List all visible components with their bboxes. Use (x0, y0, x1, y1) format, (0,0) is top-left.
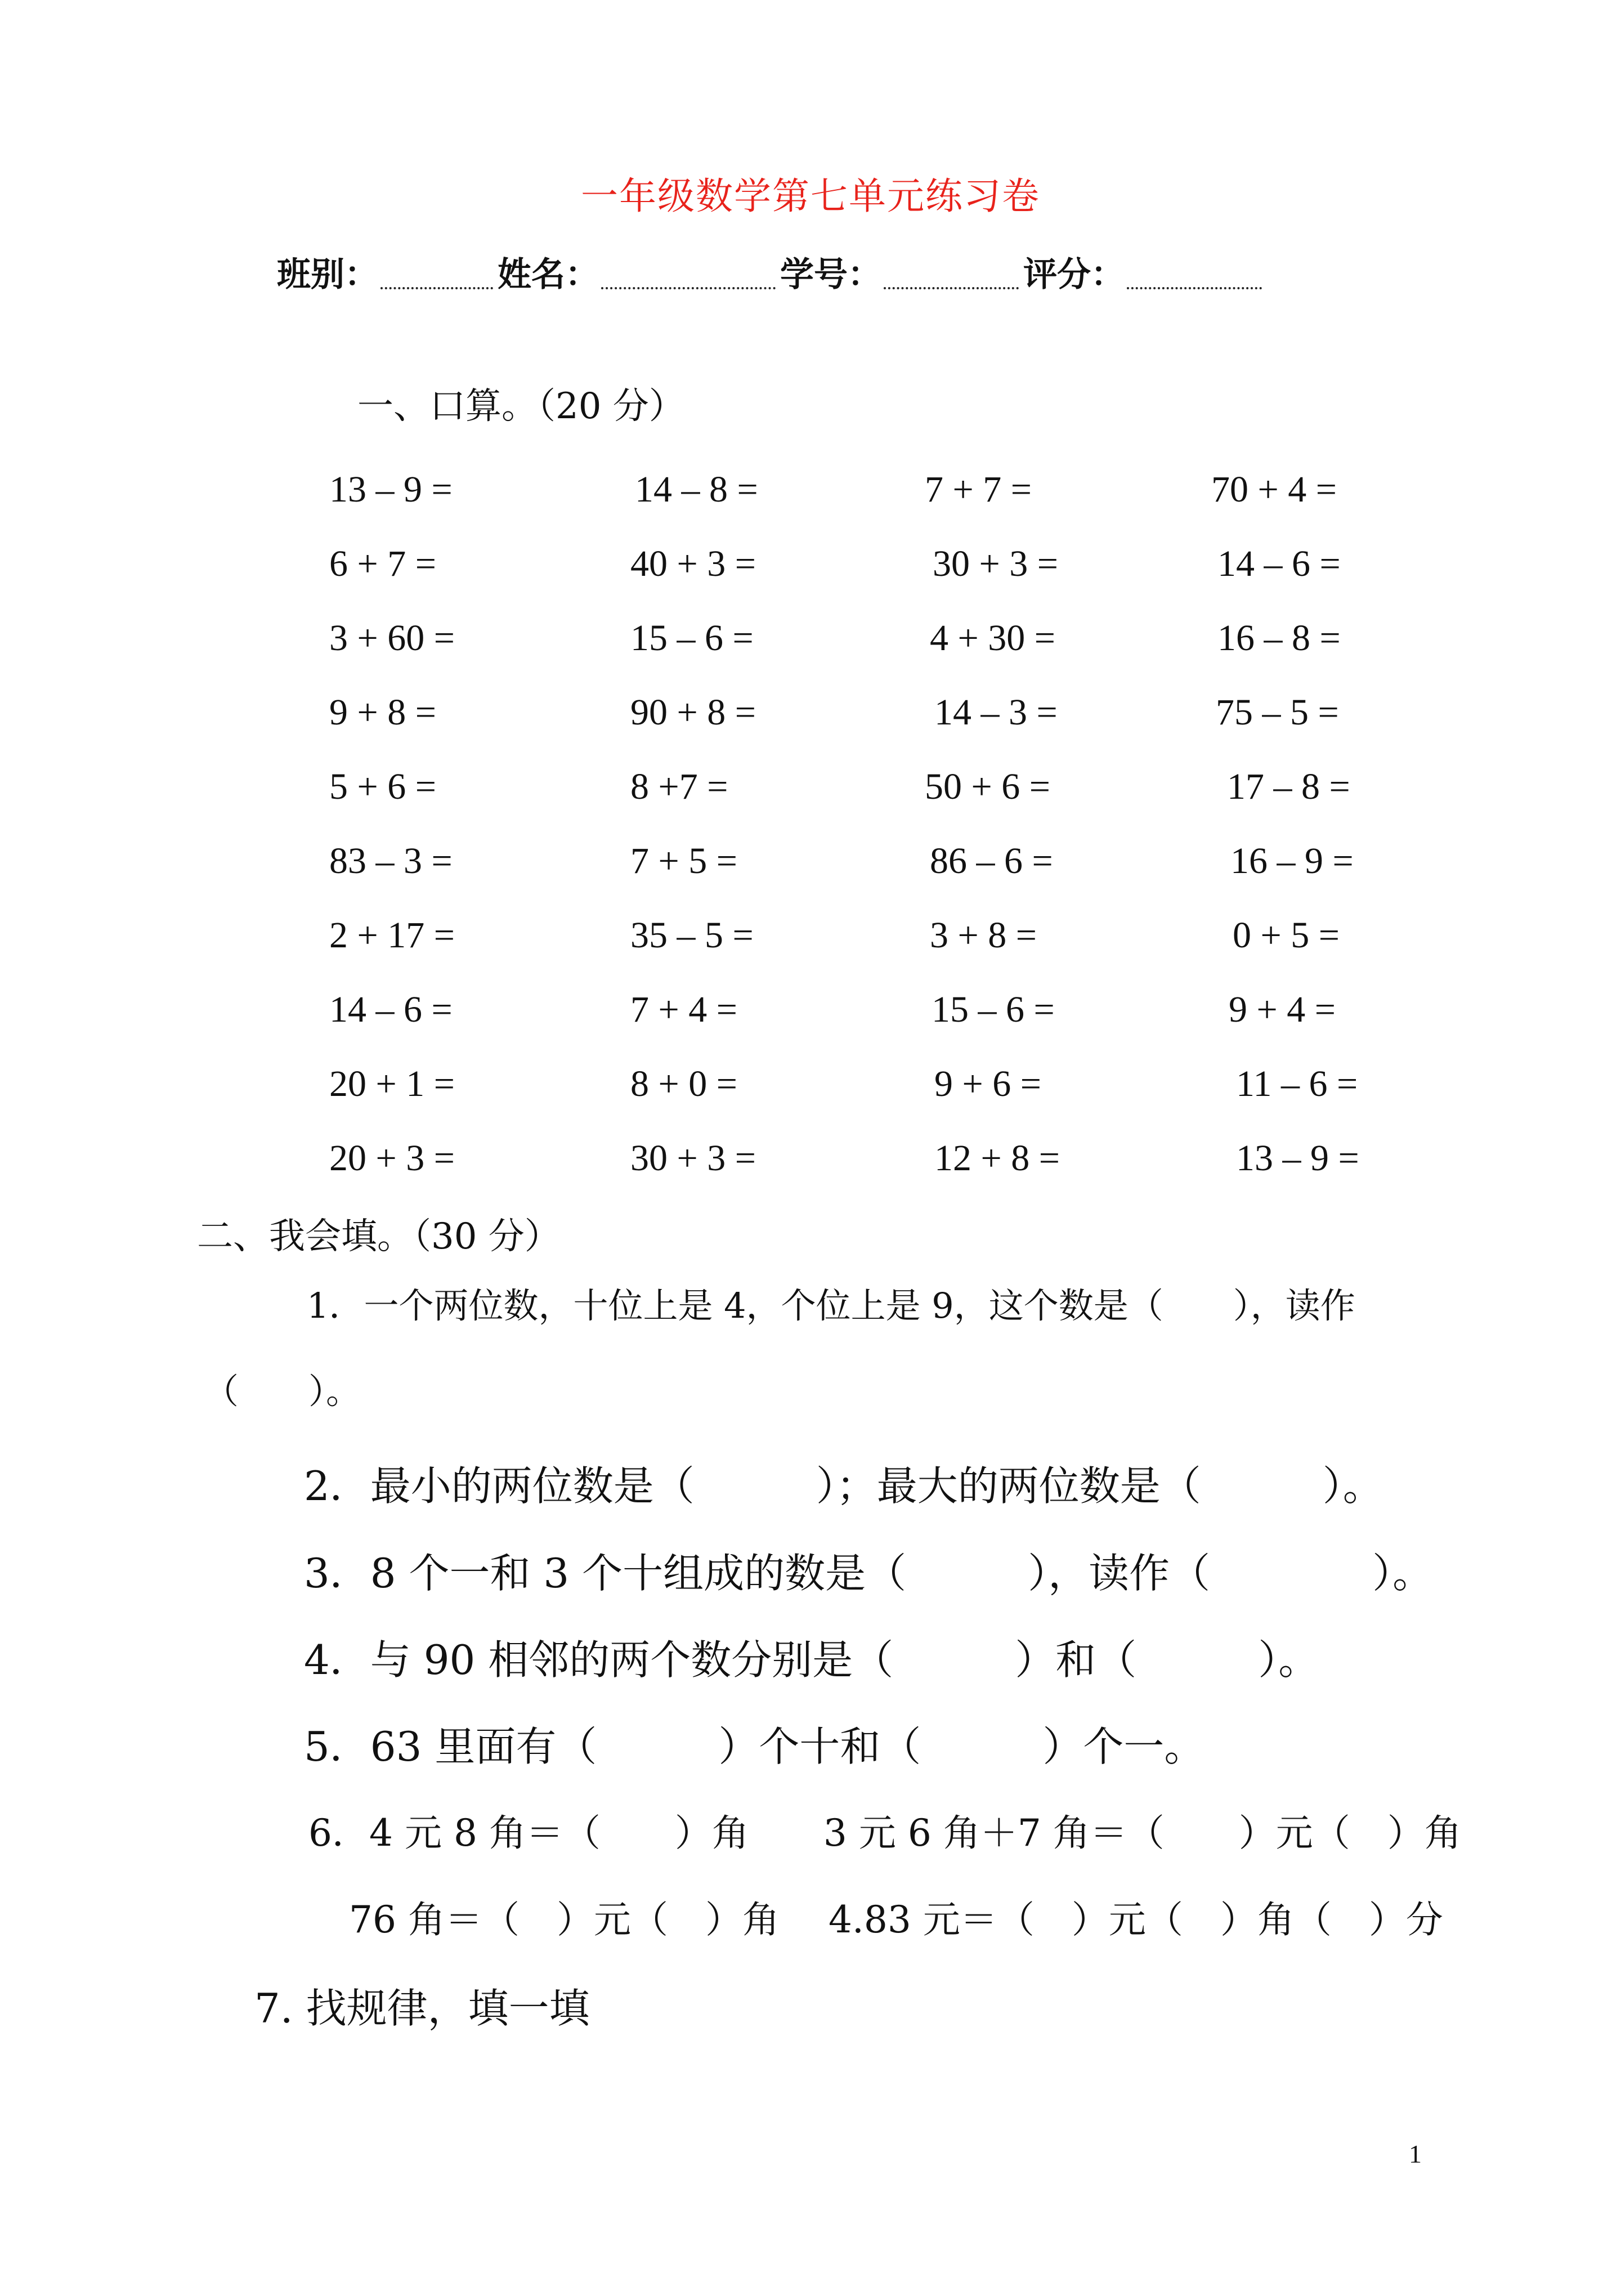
score-label: 评分： (1023, 255, 1125, 294)
calc-item: 14 – 8 = (635, 469, 758, 510)
calc-item: 30 + 3 = (933, 543, 1058, 584)
calc-item: 75 – 5 = (1216, 692, 1339, 733)
calc-item: 9 + 4 = (1229, 989, 1336, 1030)
calc-item: 4 + 30 = (930, 617, 1055, 659)
calc-item: 7 + 5 = (630, 840, 737, 881)
calc-item: 12 + 8 = (934, 1138, 1060, 1179)
calc-item: 7 + 7 = (925, 469, 1032, 510)
calc-item: 14 – 6 = (1217, 543, 1341, 584)
student-number-label: 学号： (780, 255, 881, 294)
calc-item: 7 + 4 = (630, 989, 737, 1030)
question-1-line-1: 1．一个两位数，十位上是 4，个位上是 9，这个数是（ ），读作 (307, 1285, 1355, 1326)
score-blank[interactable] (1127, 287, 1262, 289)
calc-item: 40 + 3 = (630, 543, 756, 584)
calc-item: 9 + 8 = (329, 692, 436, 733)
calc-item: 35 – 5 = (630, 915, 754, 956)
calc-item: 83 – 3 = (329, 840, 453, 881)
class-blank[interactable] (380, 287, 493, 289)
name-blank[interactable] (601, 287, 776, 289)
calc-item: 3 + 8 = (930, 915, 1037, 956)
calc-item: 11 – 6 = (1236, 1063, 1358, 1104)
calc-item: 20 + 1 = (329, 1063, 455, 1104)
page-number: 1 (1409, 2140, 1422, 2168)
calc-item: 2 + 17 = (329, 915, 455, 956)
question-3: 3．8 个一和 3 个十组成的数是（ ），读作（ ）。 (304, 1550, 1434, 1597)
calc-item: 8 +7 = (630, 766, 728, 807)
student-number-blank[interactable] (884, 287, 1019, 289)
calc-item: 86 – 6 = (930, 840, 1053, 881)
question-5: 5．63 里面有（ ）个十和（ ）个一。 (304, 1723, 1205, 1770)
calc-item: 3 + 60 = (329, 617, 455, 659)
calc-item: 15 – 6 = (932, 989, 1055, 1030)
calc-item: 16 – 9 = (1230, 840, 1354, 881)
calc-item: 9 + 6 = (934, 1063, 1041, 1104)
calc-item: 15 – 6 = (630, 617, 754, 659)
name-label: 姓名： (498, 255, 599, 294)
calc-item: 13 – 9 = (1236, 1138, 1359, 1179)
calc-item: 30 + 3 = (630, 1138, 756, 1179)
calc-item: 50 + 6 = (925, 766, 1050, 807)
calc-item: 90 + 8 = (630, 692, 756, 733)
question-2: 2．最小的两位数是（ ）；最大的两位数是（ ）。 (304, 1462, 1383, 1510)
section1-heading: 一、口算。（20 分） (357, 386, 685, 427)
student-info-row (277, 248, 1266, 296)
question-7: 7. 找规律，填一填 (254, 1985, 590, 2032)
calc-item: 0 + 5 = (1233, 915, 1340, 956)
calc-item: 5 + 6 = (329, 766, 436, 807)
calc-item: 13 – 9 = (329, 469, 453, 510)
calc-item: 14 – 6 = (329, 989, 453, 1030)
calc-item: 6 + 7 = (329, 543, 436, 584)
question-4: 4．与 90 相邻的两个数分别是（ ）和（ ）。 (304, 1636, 1319, 1684)
question-1-line-2: （ ）。 (204, 1371, 361, 1412)
calc-item: 16 – 8 = (1217, 617, 1341, 659)
calc-item: 17 – 8 = (1227, 766, 1350, 807)
class-label: 班别： (277, 255, 378, 294)
page-title: 一年级数学第七单元练习卷 (581, 174, 1040, 218)
calc-item: 70 + 4 = (1211, 469, 1337, 510)
question-6-line-1: 6．4 元 8 角＝（ ）角 3 元 6 角＋7 角＝（ ）元（ ）角 (308, 1811, 1462, 1855)
calc-item: 14 – 3 = (934, 692, 1058, 733)
calc-item: 8 + 0 = (630, 1063, 737, 1104)
calc-item: 20 + 3 = (329, 1138, 455, 1179)
question-6-line-2: 76 角＝（ ）元（ ）角 4.83 元＝（ ）元（ ）角（ ）分 (349, 1898, 1443, 1941)
section2-heading: 二、我会填。（30 分） (197, 1216, 561, 1257)
